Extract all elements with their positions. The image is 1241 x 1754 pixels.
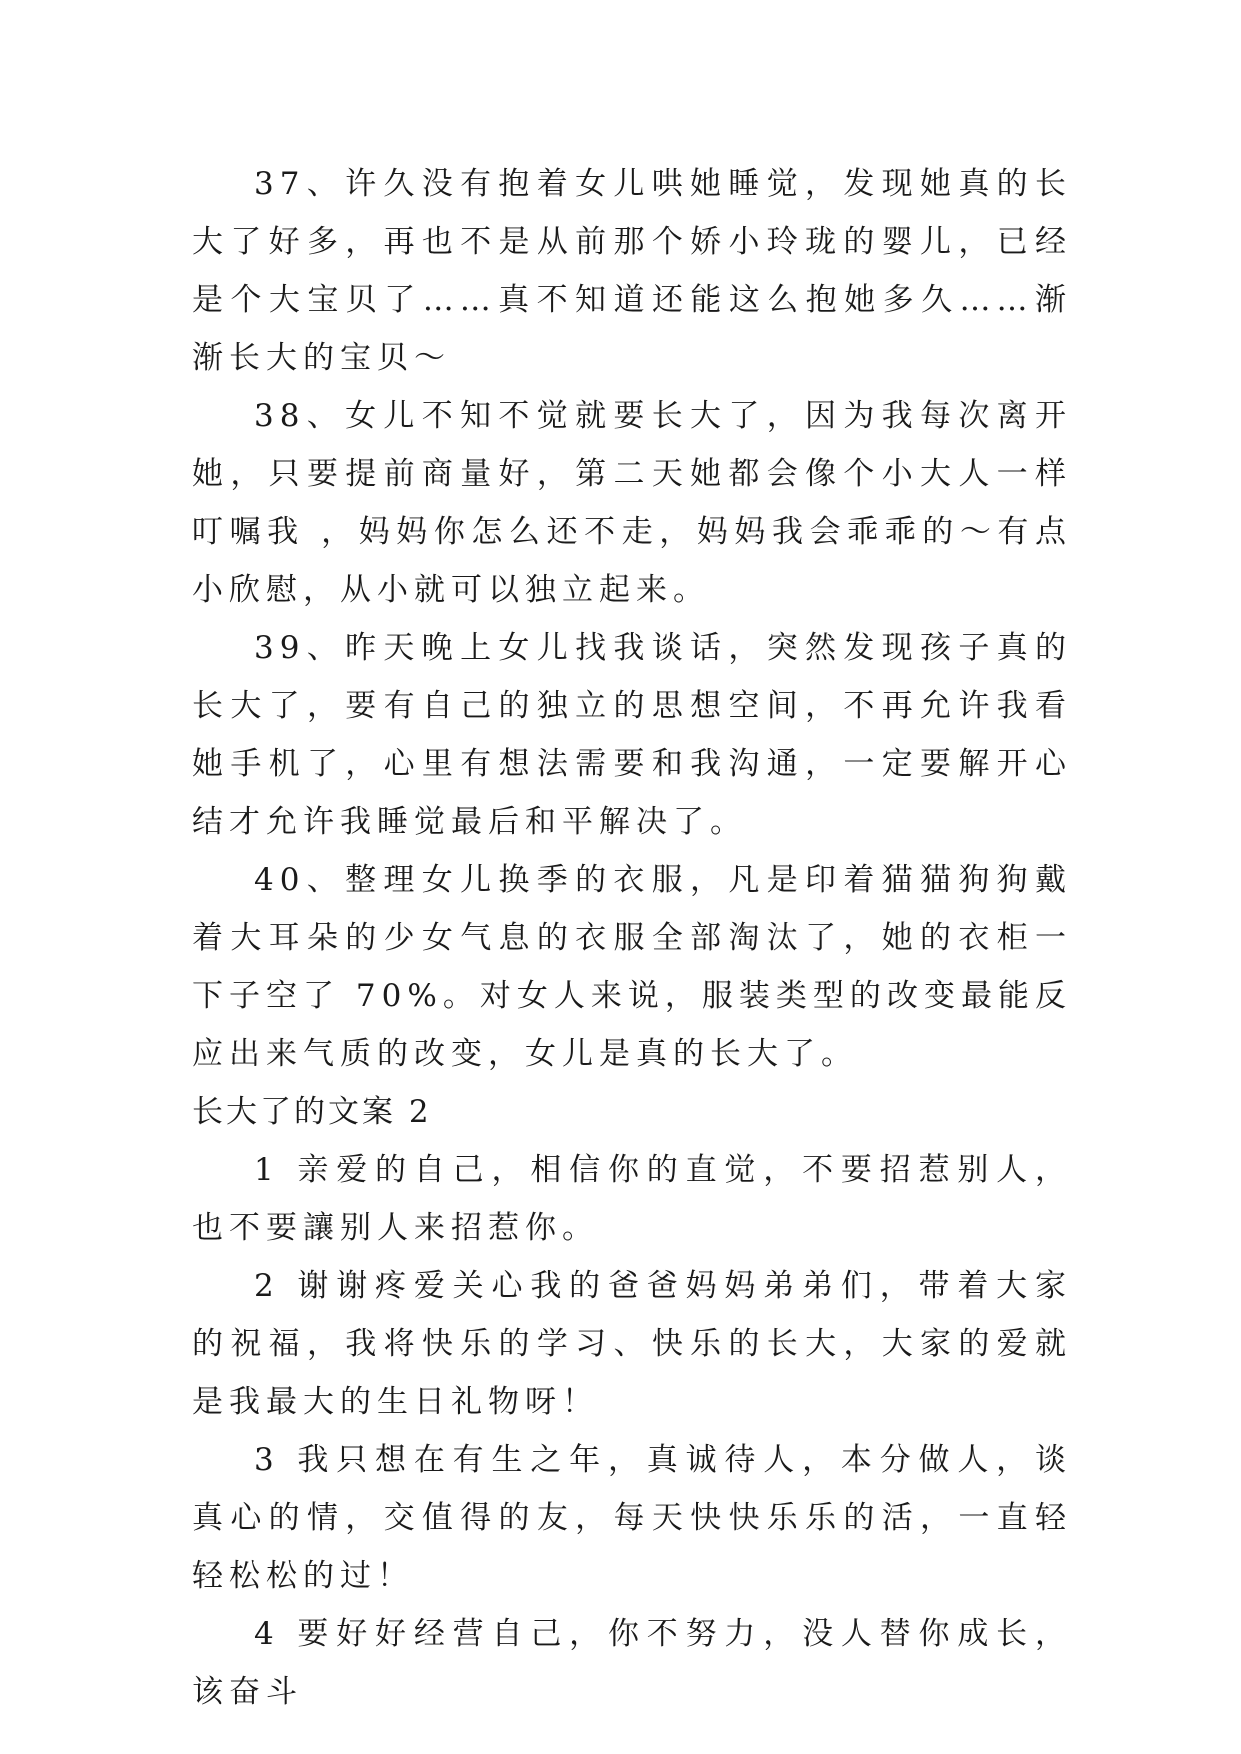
paragraph-item-1: 1 亲爱的自己，相信你的直觉，不要招惹别人，也不要讓别人来招惹你。 (192, 1152, 1072, 1246)
paragraph-40: 40、整理女儿换季的衣服，凡是印着猫猫狗狗戴着大耳朵的少女气息的衣服全部淘汰了，她的衣柜一下子空了 70%。对女人来说，服装类型的改变最能反应出来气质的改变，女儿是真的长大了。 (192, 862, 1072, 1072)
paragraph-37: 37、许久没有抱着女儿哄她睡觉，发现她真的长大了好多，再也不是从前那个娇小玲珑的婴儿，已经是个大宝贝了……真不知道还能这么抱她多久……渐渐长大的宝贝～ (192, 166, 1072, 376)
paragraph-item-4: 4 要好好经营自己，你不努力，没人替你成长，该奋斗 (192, 1616, 1072, 1710)
paragraph-39: 39、昨天晚上女儿找我谈话，突然发现孩子真的长大了，要有自己的独立的思想空间，不再允许我看她手机了，心里有想法需要和我沟通，一定要解开心结才允许我睡觉最后和平解决了。 (192, 630, 1072, 840)
paragraph-item-3: 3 我只想在有生之年，真诚待人，本分做人，谈真心的情，交值得的友，每天快快乐乐的活，一直轻轻松松的过！ (192, 1442, 1072, 1594)
paragraph-item-2: 2 谢谢疼爱关心我的爸爸妈妈弟弟们，带着大家的祝福，我将快乐的学习、快乐的长大，大家的爱就是我最大的生日礼物呀！ (192, 1268, 1072, 1420)
document-body (192, 155, 1072, 1721)
section-heading: 长大了的文案 2 (192, 1094, 432, 1130)
paragraph-38: 38、女儿不知不觉就要长大了，因为我每次离开她，只要提前商量好，第二天她都会像个小大人一样叮嘱我 ，妈妈你怎么还不走，妈妈我会乖乖的～有点小欣慰，从小就可以独立起来。 (192, 398, 1072, 608)
